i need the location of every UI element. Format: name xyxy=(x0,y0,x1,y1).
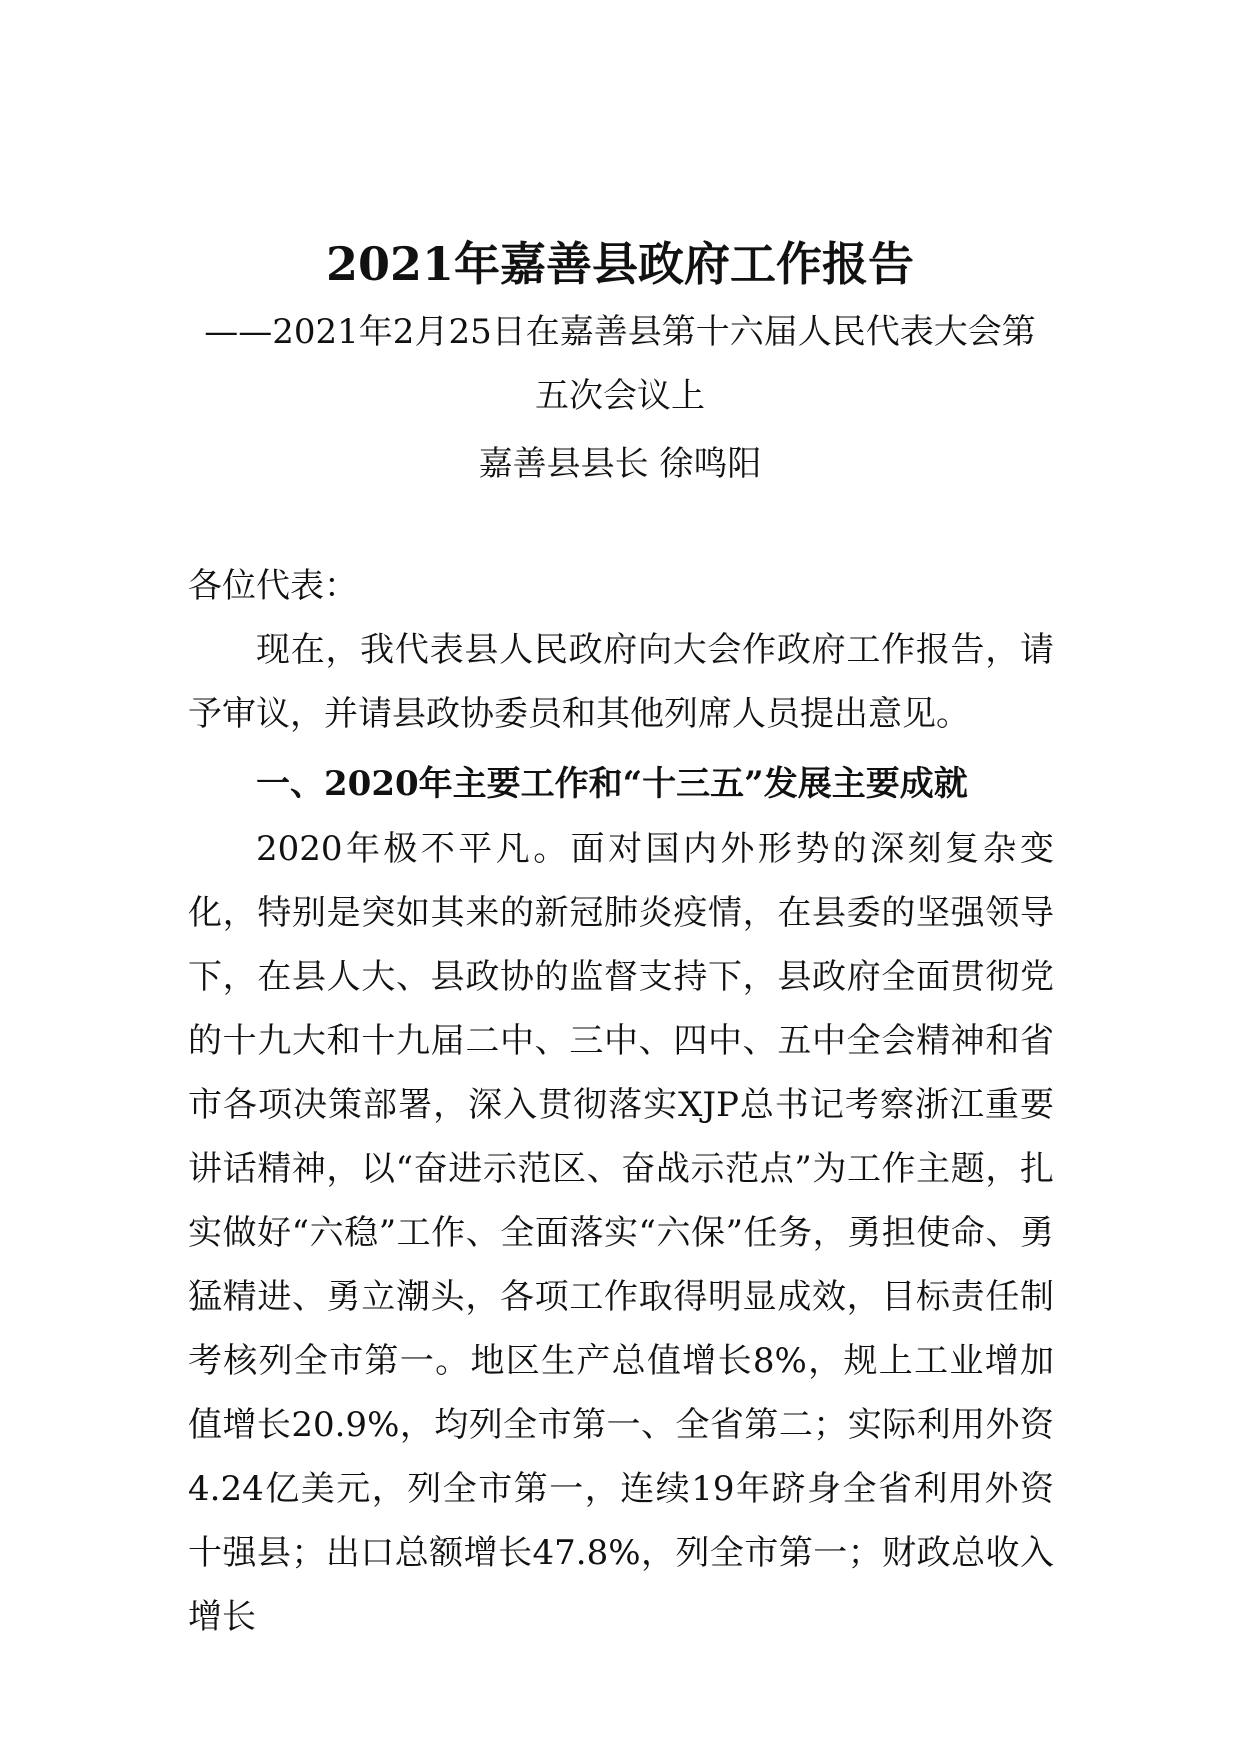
intro-paragraph: 现在，我代表县人民政府向大会作政府工作报告，请予审议，并请县政协委员和其他列席人员提出意见。 xyxy=(188,630,1054,734)
document-title: 2021年嘉善县政府工作报告 xyxy=(325,237,915,291)
document-author: 嘉善县县长 徐鸣阳 xyxy=(478,444,762,484)
document-subtitle: ——2021年2月25日在嘉善县第十六届人民代表大会第五次会议上 xyxy=(204,312,1036,416)
body-paragraph: 2020年极不平凡。面对国内外形势的深刻复杂变化，特别是突如其来的新冠肺炎疫情，在县委的坚强领导下，在县人大、县政协的监督支持下，县政府全面贯彻党的十九大和十九届二中、三中、四中、五中全会精神和省市各项决策部署，深入贯彻落实XJP总书记考察浙江重要讲话精神，以“奋进示范区、奋战示范点”为工作主题，扎实做好“六稳”工作、全面落实“六保”任务，勇担使命、勇猛精进、勇立潮头，各项工作取得明显成效，目标责任制考核列全市第一。地区生产总值增长8%，规上工业增加值增长20.9%，均列全市第一、全省第二；实际利用外资4.24亿美元，列全市第一，连续19年跻身全省利用外资十强县；出口总额增长47.8%，列全市第一；财政总收入增长 xyxy=(188,829,1054,1637)
salutation: 各位代表： xyxy=(188,566,358,606)
section-heading: 一、2020年主要工作和“十三五”发展主要成就 xyxy=(256,764,968,804)
